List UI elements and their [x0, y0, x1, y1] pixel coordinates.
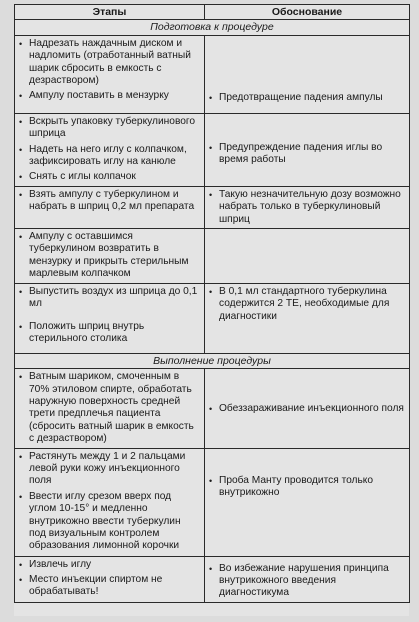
list-item [19, 559, 200, 571]
steps-cell [15, 369, 205, 448]
bullet-icon: • [19, 144, 23, 155]
list-item [19, 171, 200, 183]
reason-text: Обеззараживание инъекционного поля [219, 403, 404, 415]
step-text: Надрезать наждачным диском и надломить (отработанный ватный шарик сбросить в емкость с дезраствором) [29, 37, 191, 87]
section-title-preparation: Подготовка к процедуре [15, 20, 410, 35]
list-item [19, 371, 200, 445]
list-item [209, 475, 405, 500]
bullet-icon: • [209, 92, 213, 103]
table-row [15, 229, 410, 284]
list-item [19, 286, 200, 311]
step-text: Ампулу с оставшимся туберкулином возвратить в мензурку и прикрыть стерильным марлевым колпачком [29, 231, 189, 280]
step-text: Ватным шариком, смоченным в 70% этиловом спирте, обработать наружную поверхность средней трети предплечья пациента (сбросить ватный шарик в емкость с дезраствором) [29, 371, 194, 445]
step-text: Вскрыть упаковку туберкулинового шприца [29, 115, 196, 140]
bullet-icon: • [19, 574, 23, 585]
list-item [19, 144, 200, 169]
bullet-icon: • [209, 404, 213, 415]
steps-cell [15, 113, 205, 186]
bullet-icon: • [19, 91, 23, 102]
reason-cell [205, 369, 410, 448]
section-row [15, 20, 410, 35]
step-text: Выпустить воздух из шприца до 0,1 мл [29, 285, 198, 310]
reason-text: Такую незначительную дозу возможно набрать только в туберкулиновый шприц [219, 188, 401, 225]
step-text: Снять с иглы колпачок [29, 171, 136, 183]
list-item [19, 451, 200, 488]
step-text: Место инъекции спиртом не обрабатывать! [29, 573, 163, 598]
document-page [14, 4, 409, 616]
step-text: Надеть на него иглу с колпачком, зафиксировать иглу на канюле [29, 143, 187, 168]
list-item [19, 491, 200, 553]
reason-cell [205, 113, 410, 186]
list-item [19, 38, 200, 88]
step-text: Ввести иглу срезом вверх под углом 10-15° и медленно внутрикожно ввести туберкулин под визуальным контролем образования лимонной корочки [29, 490, 181, 552]
steps-cell [15, 556, 205, 602]
step-text: Растянуть между 1 и 2 пальцами левой руки кожу инъекционного поля [29, 450, 186, 487]
bullet-icon: • [209, 142, 213, 153]
list-item [19, 321, 200, 346]
reason-text: В 0,1 мл стандартного туберкулина содержится 2 ТЕ, необходимые для диагностики [219, 285, 390, 322]
reason-text: Предупреждение падения иглы во время работы [219, 141, 383, 166]
step-text: Взять ампулу с туберкулином и набрать в шприц 0,2 мл препарата [29, 188, 195, 213]
bullet-icon: • [209, 286, 213, 297]
list-item [209, 286, 405, 323]
reason-text: Предотвращение падения ампулы [219, 91, 383, 103]
list-item [19, 189, 200, 214]
reason-cell [205, 448, 410, 556]
steps-cell [15, 283, 205, 353]
list-item [19, 231, 200, 281]
step-text: Ампулу поставить в мензурку [29, 90, 169, 102]
bullet-icon: • [19, 38, 23, 49]
bullet-icon: • [19, 232, 23, 243]
bullet-icon: • [19, 559, 23, 570]
reason-cell [205, 283, 410, 353]
reason-cell-empty [205, 229, 410, 284]
bullet-icon: • [19, 491, 23, 502]
list-item [209, 563, 405, 600]
steps-cell [15, 186, 205, 228]
table-row [15, 35, 410, 113]
bullet-icon: • [19, 172, 23, 183]
section-row [15, 353, 410, 368]
list-item [19, 574, 200, 599]
bullet-icon: • [19, 372, 23, 383]
reason-cell [205, 556, 410, 602]
bullet-icon: • [209, 475, 213, 486]
reason-cell [205, 186, 410, 228]
table-row [15, 448, 410, 556]
list-item [19, 90, 200, 102]
bullet-icon: • [19, 451, 23, 462]
header-reason: Обоснование [205, 5, 410, 20]
bullet-icon: • [19, 321, 23, 332]
section-title-execution: Выполнение процедуры [15, 353, 410, 368]
steps-cell [15, 448, 205, 556]
bullet-icon: • [209, 189, 213, 200]
list-item [19, 116, 200, 141]
bullet-icon: • [19, 116, 23, 127]
list-item [209, 92, 405, 104]
list-item [209, 403, 405, 415]
table-row [15, 283, 410, 353]
step-text: Извлечь иглу [29, 558, 92, 570]
reason-text: Во избежание нарушения принципа внутрикожного введения диагностикума [219, 562, 389, 599]
steps-cell [15, 35, 205, 113]
table-row [15, 556, 410, 602]
list-item [209, 189, 405, 226]
procedure-table [14, 4, 410, 603]
reason-text: Проба Манту проводится только внутрикожно [219, 474, 374, 498]
steps-cell [15, 229, 205, 284]
bullet-icon: • [19, 286, 23, 297]
table-header-row [15, 5, 410, 20]
table-row [15, 186, 410, 228]
reason-cell [205, 35, 410, 113]
list-item [209, 142, 405, 167]
header-steps: Этапы [15, 5, 205, 20]
table-row [15, 113, 410, 186]
bullet-icon: • [19, 189, 23, 200]
table-row [15, 369, 410, 448]
step-text: Положить шприц внутрь стерильного столика [29, 320, 145, 344]
bullet-icon: • [209, 563, 213, 574]
